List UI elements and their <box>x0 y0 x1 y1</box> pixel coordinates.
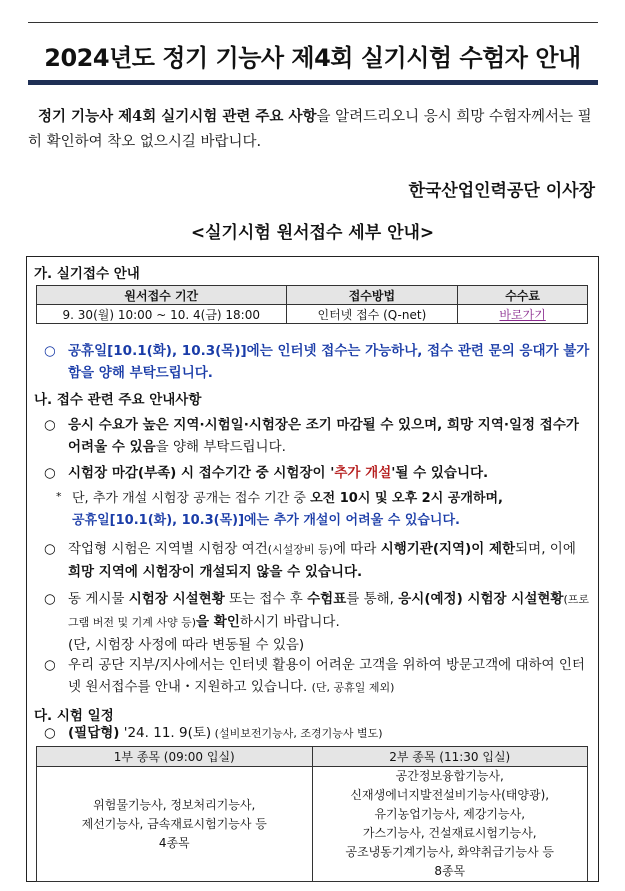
list-item-1: ○ 응시 수요가 높은 지역·시험일·시험장은 조기 마감될 수 있으며, 희망 지역·일정 접수가 어려울 수 있음을 양해 부탁드립니다. <box>44 414 592 458</box>
list-item-3: ○ 작업형 시험은 지역별 시험장 여건(시설장비 등)에 따라 시행기관(지역)이 제한되며, 이에 희망 지역에 시험장이 개설되지 않을 수 있습니다. <box>44 538 592 583</box>
written-exam-date: ○ (필답형) '24. 11. 9(토) (설비보전기능사, 조경기능사 별도) <box>44 722 592 745</box>
registration-table-header <box>37 286 588 305</box>
session1-header: 1부 종목 (09:00 입실) <box>37 747 313 767</box>
signature: 한국산업인력공단 이사장 <box>408 181 595 201</box>
schedule-table-row <box>37 767 588 882</box>
intro-rest: 을 알려드리오니 응시 희망 수험자께서는 필히 확인하여 착오 없으시길 바랍니다. <box>28 109 592 150</box>
section-a-heading: 가. 실기접수 안내 <box>34 266 140 282</box>
circle-bullet-icon: ○ <box>44 417 56 433</box>
holiday-notice: ○ 공휴일[10.1(화), 10.3(목)]에는 인터넷 접수는 가능하나, 접수 관련 문의 응대가 불가함을 양해 부탁드립니다. <box>44 340 592 384</box>
circle-bullet-icon: ○ <box>44 541 56 557</box>
header-method: 접수방법 <box>286 286 458 305</box>
circle-bullet-icon: ○ <box>44 465 56 481</box>
session2-cell: 공간정보융합기능사, 신재생에너지발전설비기능사(태양광), 유기농업기능사, 제강기능사, 가스기능사, 건설재료시험기능사, 공조냉동기계기능사, 화약취급기능사 등 8종목 <box>312 767 588 882</box>
intro-lead: 정기 기능사 제4회 실기시험 관련 주요 사항 <box>38 108 317 125</box>
header-period: 원서접수 기간 <box>37 286 287 305</box>
circle-bullet-icon: ○ <box>44 725 56 741</box>
section-c-heading: 다. 시험 일정 <box>34 708 114 724</box>
section-subtitle: <실기시험 원서접수 세부 안내> <box>190 223 435 243</box>
fee-cell <box>458 305 588 324</box>
registration-table-row <box>37 305 588 324</box>
schedule-table-header <box>37 747 588 767</box>
shortcut-link[interactable]: 바로가기 <box>499 307 546 322</box>
list-item-4: ○ 동 게시물 시험장 시설현황 또는 접수 후 수험표를 통해, 응시(예정) 시험장 시설현황(프로그램 버전 및 기계 사양 등)을 확인하시기 바랍니다. (단, 시험장 사정에 따라 변동될 수 있음) <box>44 588 592 656</box>
list-item-5: ○ 우리 공단 지부/지사에서는 인터넷 활용이 어려운 고객을 위하여 방문고객에 대하여 인터넷 원서접수를 안내・지원하고 있습니다. (단, 공휴일 제외) <box>44 654 592 699</box>
page-title: 2024년도 정기 기능사 제4회 실기시험 수험자 안내 <box>44 44 581 72</box>
intro-paragraph <box>28 104 600 155</box>
schedule-table <box>36 746 588 882</box>
section-b-heading: 나. 접수 관련 주요 안내사항 <box>34 392 202 408</box>
period-cell: 9. 30(월) 10:00 ~ 10. 4(금) 18:00 <box>37 305 287 324</box>
registration-table <box>36 285 588 324</box>
list-item-2: ○ 시험장 마감(부족) 시 접수기간 중 시험장이 '추가 개설'될 수 있습니다. <box>44 462 592 484</box>
session1-cell: 위험물기능사, 정보처리기능사, 제선기능사, 금속재료시험기능사 등 4종목 <box>37 767 313 882</box>
circle-bullet-icon: ○ <box>44 343 56 359</box>
circle-bullet-icon: ○ <box>44 657 56 673</box>
circle-bullet-icon: ○ <box>44 591 56 607</box>
top-rule <box>28 22 598 23</box>
header-fee: 수수료 <box>458 286 588 305</box>
method-cell: 인터넷 접수 (Q-net) <box>286 305 458 324</box>
title-underline <box>28 80 598 85</box>
list-note: * 단, 추가 개설 시험장 공개는 접수 기간 중 오전 10시 및 오후 2시 공개하며, 공휴일[10.1(화), 10.3(목)]에는 추가 개설이 어려울 수 있습니다. <box>56 488 592 532</box>
asterisk-icon: * <box>56 490 62 503</box>
session2-header: 2부 종목 (11:30 입실) <box>312 747 588 767</box>
